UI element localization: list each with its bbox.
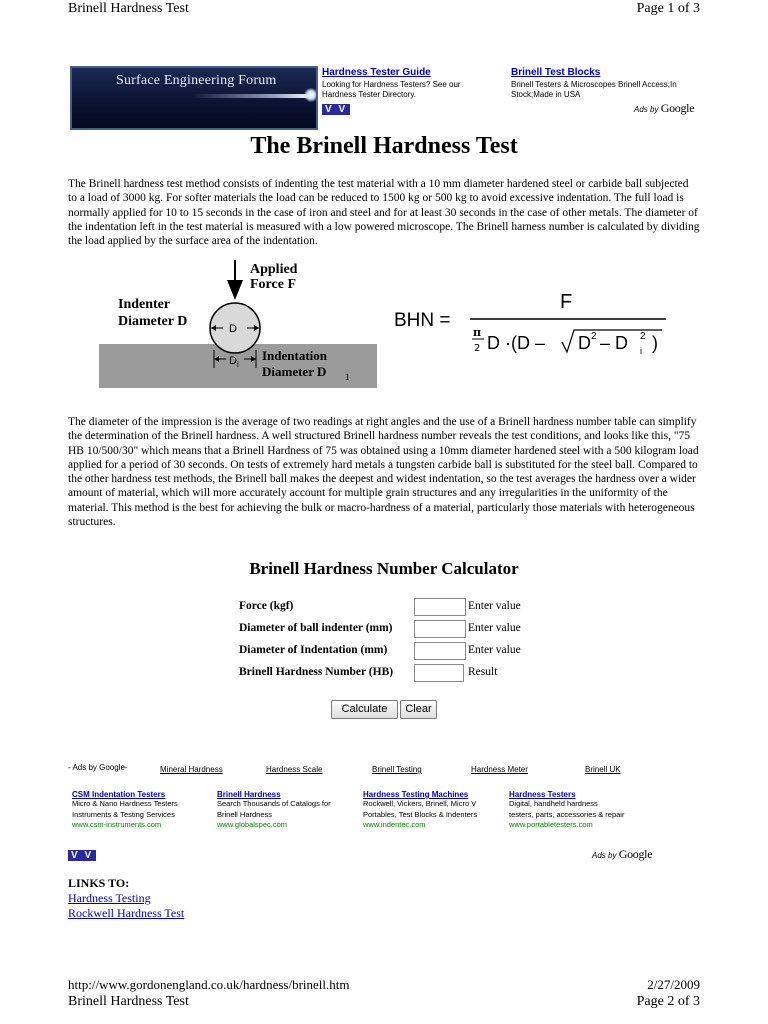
links-heading: LINKS TO: [68,876,130,890]
svg-text:i: i [237,360,239,369]
bottom-ad-3-line1: Rockwell, Vickers, Brinell, Micro V [363,799,477,808]
formula-lhs: BHN = [394,310,451,331]
indentation-diameter-hint: Enter value [468,644,521,656]
svg-text:1: 1 [345,372,350,382]
bottom-ad-2-line2: Brinell Hardness [217,809,273,819]
ad-link-brinell-uk[interactable]: Brinell UK [585,765,621,774]
force-input[interactable] [414,598,466,616]
bottom-ad-4-url[interactable]: www.portabletesters.com [509,820,593,829]
bottom-ad-1-line1: Micro & Nano Hardness Testers [72,799,178,808]
intro-paragraph: The Brinell hardness test method consists of indenting the test material with a 10 mm diameter hardened steel or carbide ball subjected to a load of 3000 kg. For softer materials the load can be reduced to 1500 kg or 500 kg to avoid excessive indentation. The full load is normally applied for 10 to 15 seconds in the case of iron and steel and for at least 30 seconds in the case of other metals. The diameter of the indentation left in the test material is measured with a low powered microscope. The Brinell harness number is calculated by dividing the load applied by the surface area of the indentation. [68,178,700,248]
bottom-ad-2[interactable] [217,790,363,829]
footer-title: Brinell Hardness Test [68,994,189,1009]
svg-text:Diameter D: Diameter D [118,314,188,329]
top-ad-2-text: Brinell Testers & Microscopes Brinell Access;In Stock;Made in USA [511,80,677,99]
bottom-ad-4-title[interactable]: Hardness Testers [509,790,576,799]
force-label: Force (kgf) [239,600,294,612]
footer-page: Page 2 of 3 [636,994,700,1009]
force-hint: Enter value [468,600,521,612]
bottom-ad-3-url[interactable]: www.indentec.com [363,820,426,829]
top-ad-2-title[interactable]: Brinell Test Blocks [511,67,601,78]
ball-diameter-input[interactable] [414,620,466,638]
bottom-ad-1[interactable] [72,790,217,829]
link-rockwell-hardness-test[interactable]: Rockwell Hardness Test [68,906,185,920]
svg-text:D: D [578,333,591,353]
force-arrow-icon [227,280,243,300]
indenter-diameter-label: Indenter [118,297,171,312]
ads-by-prefix: Ads by [634,105,659,114]
bottom-ad-3-line2: Portables, Test Blocks & Indenters [363,809,478,819]
svg-text:π: π [473,326,482,339]
applied-force-label: Applied [250,262,298,277]
indentation-diameter-label: Diameter of Indentation (mm) [239,644,388,656]
bottom-ad-4[interactable] [509,790,669,829]
page-header-title: Brinell Hardness Test [68,1,189,16]
bottom-ad-2-line1: Search Thousands of Catalogs for [217,799,331,808]
surface-engineering-banner[interactable] [70,66,318,130]
svg-text:Force F: Force F [250,277,296,292]
top-ad-2[interactable] [511,67,701,100]
bottom-ad-3[interactable] [363,790,509,829]
ad-link-hardness-meter[interactable]: Hardness Meter [471,765,528,774]
ball-diameter-label: Diameter of ball indenter (mm) [239,622,393,634]
indentation-diameter-input[interactable] [414,642,466,660]
nav-arrows-icon[interactable]: V V [322,104,350,115]
bottom-ad-1-url[interactable]: www.csm-instruments.com [72,820,162,829]
svg-text:– D: – D [600,333,629,353]
calc-row-force [236,596,536,618]
brinell-diagram [96,256,696,392]
ads-by-prefix-bottom: Ads by [592,851,617,860]
formula-numerator: F [560,291,573,313]
calculator-title: Brinell Hardness Number Calculator [249,559,519,578]
svg-text:2: 2 [640,331,646,342]
svg-text:2: 2 [474,343,481,354]
bottom-ad-1-line2: Instruments & Testing Services [72,809,175,819]
calculate-button[interactable]: Calculate [331,700,398,719]
bhn-formula [394,291,666,356]
bottom-ad-2-url[interactable]: www.globalspec.com [217,820,288,829]
calc-row-ball-diameter [236,618,536,640]
top-ad-1-text: Looking for Hardness Testers? See our Hardness Tester Directory. [322,80,461,99]
ads-by-google-label: - Ads by Google- [68,763,128,772]
hb-result-hint: Result [468,666,498,678]
calc-row-result [236,662,536,684]
calc-row-indentation-diameter [236,640,536,662]
svg-text:2: 2 [591,331,597,342]
hb-result-label: Brinell Hardness Number (HB) [239,666,394,678]
svg-text:D ·(D –: D ·(D – [487,333,545,353]
bottom-ad-2-title[interactable]: Brinell Hardness [217,790,281,799]
google-logo: Google [660,101,695,115]
svg-text:): ) [652,333,658,353]
bottom-ad-4-line1: Digital, handheld hardness [509,799,598,808]
body-paragraph: The diameter of the impression is the average of two readings at right angles and the use of a Brinell hardness number table can simplify the determination of the Brinell hardness. A well structured Brinell hardness number reveals the test conditions, and looks like this, "75 HB 10/500/30" which means that a Brinell Hardness of 75 was obtained using a 10mm diameter hardened steel with a 500 kilogram load applied for a period of 30 seconds. On tests of extremely hard metals a tungsten carbide ball is substituted for the steel ball. Compared to the other hardness test methods, the Brinell ball makes the deepest and widest indentation, so the test averages the hardness over a wider amount of material, which will more accurately account for multiple grain structures and any irregularities in the uniformity of the material. This method is the best for achieving the bulk or macro-hardness of a material, particularly those materials with heterogeneous structures. [68,416,699,529]
bottom-ad-1-title[interactable]: CSM Indentation Testers [72,790,166,799]
footer-date: 2/27/2009 [647,977,700,992]
link-hardness-testing[interactable]: Hardness Testing [68,891,151,905]
indentation-diameter-label: Indentation [262,348,328,363]
ball-d-label: D [229,323,237,335]
ads-by-google-top[interactable] [634,101,694,116]
banner-title: Surface Engineering Forum [116,73,277,88]
page-header-page: Page 1 of 3 [636,1,700,16]
svg-text:Diameter D: Diameter D [262,364,327,379]
svg-text:i: i [640,346,642,356]
nav-arrows-bottom-icon[interactable]: V V [68,850,96,861]
footer-url: http://www.gordonengland.co.uk/hardness/brinell.htm [68,977,350,992]
ad-link-mineral-hardness[interactable]: Mineral Hardness [160,765,223,774]
ads-by-google-bottom[interactable] [592,847,652,862]
bottom-ad-4-line2: testers, parts, accessories & repair [509,809,625,819]
top-ad-1[interactable] [322,67,502,100]
ad-link-brinell-testing[interactable]: Brinell Testing [372,765,422,774]
ball-diameter-hint: Enter value [468,622,521,634]
bottom-ad-3-title[interactable]: Hardness Testing Machines [363,790,469,799]
di-label: D [229,355,237,367]
clear-button[interactable]: Clear [400,700,437,719]
page-title: The Brinell Hardness Test [250,133,518,159]
ad-link-hardness-scale[interactable]: Hardness Scale [266,765,323,774]
hb-result-field[interactable] [414,664,464,682]
google-logo-bottom: Google [618,847,653,861]
top-ad-1-title[interactable]: Hardness Tester Guide [322,67,431,78]
